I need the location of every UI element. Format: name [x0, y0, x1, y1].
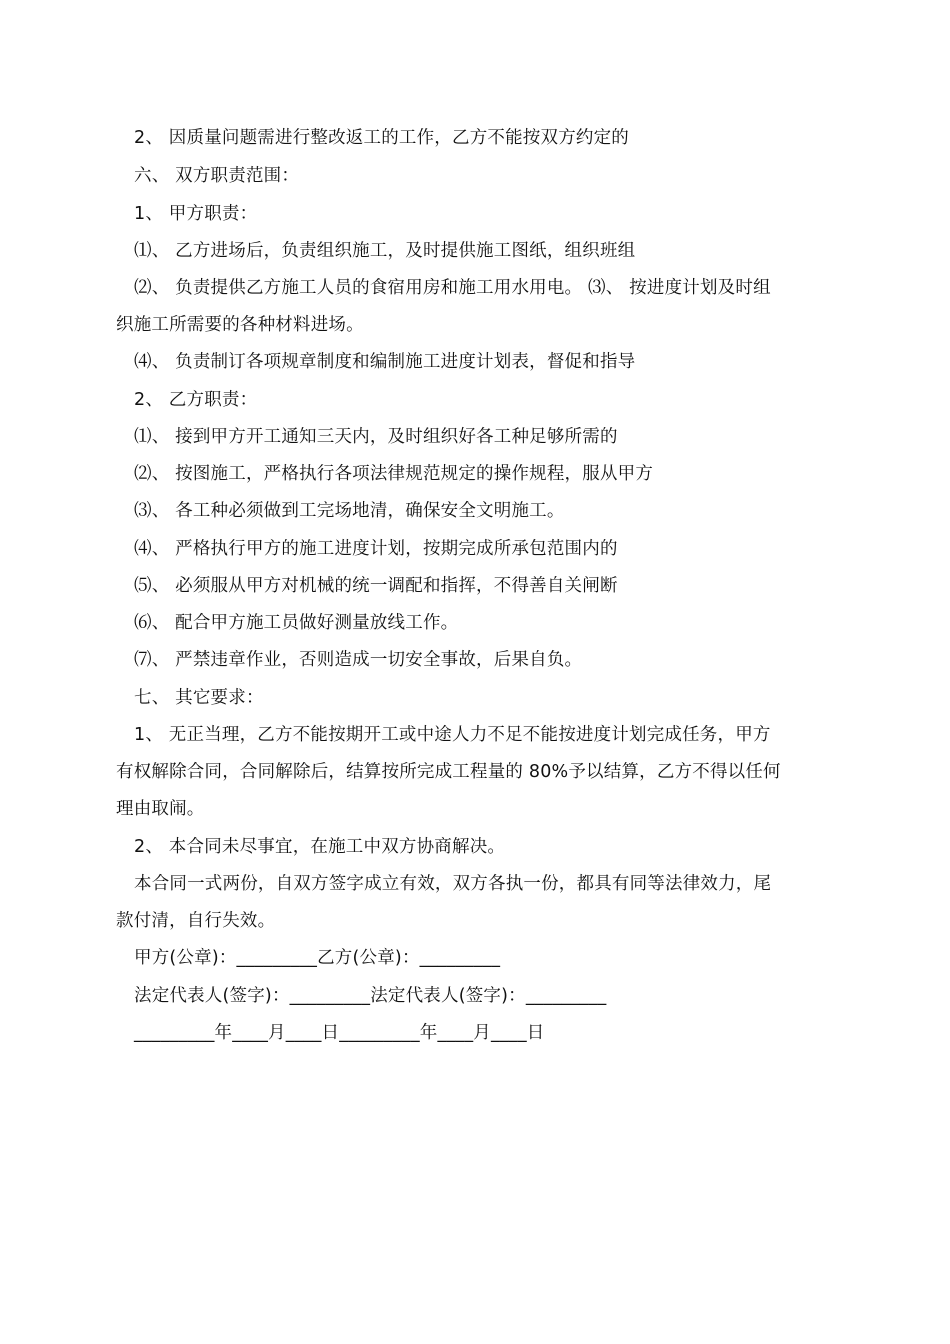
copies-clause-continued: 款付清，自行失效。 — [116, 911, 276, 931]
signature-line: 法定代表人(签字)：_________法定代表人(签字)：_________ — [134, 986, 607, 1006]
other-req-2: 2、 本合同未尽事宜，在施工中双方协商解决。 — [134, 837, 506, 857]
section-seven-heading: 七、 其它要求： — [134, 688, 264, 708]
seal-line: 甲方(公章)：_________乙方(公章)：_________ — [134, 948, 501, 968]
item-2-rework: 2、 因质量问题需进行整改返工的工作，乙方不能按双方约定的 — [134, 128, 629, 148]
party-b-duty-6: ⑹、 配合甲方施工员做好测量放线工作。 — [134, 613, 459, 633]
party-a-duty-4: ⑷、 负责制订各项规章制度和编制施工进度计划表，督促和指导 — [134, 352, 636, 372]
party-b-duty-4: ⑷、 严格执行甲方的施工进度计划，按期完成所承包范围内的 — [134, 539, 618, 559]
party-a-duty-3-continued: 织施工所需要的各种材料进场。 — [116, 315, 364, 335]
section-six-heading: 六、 双方职责范围： — [134, 166, 300, 186]
party-b-duty-2: ⑵、 按图施工，严格执行各项法律规范规定的操作规程，服从甲方 — [134, 464, 654, 484]
party-b-duty-7: ⑺、 严禁违章作业，否则造成一切安全事故，后果自负。 — [134, 650, 583, 670]
other-req-1-continued: 有权解除合同，合同解除后，结算按所完成工程量的 80%予以结算，乙方不得以任何 — [116, 762, 781, 782]
party-b-duty-3: ⑶、 各工种必须做到工完场地清，确保安全文明施工。 — [134, 501, 565, 521]
other-req-1-end: 理由取闹。 — [116, 799, 205, 819]
date-line: _________年____月____日_________年____月____日 — [134, 1023, 545, 1043]
party-b-duty-5: ⑸、 必须服从甲方对机械的统一调配和指挥，不得善自关闸断 — [134, 576, 618, 596]
party-b-duties-heading: 2、 乙方职责： — [134, 390, 258, 410]
copies-clause: 本合同一式两份，自双方签字成立有效，双方各执一份，都具有同等法律效力，尾 — [134, 874, 772, 894]
party-a-duty-1: ⑴、 乙方进场后，负责组织施工，及时提供施工图纸，组织班组 — [134, 241, 636, 261]
party-b-duty-1: ⑴、 接到甲方开工通知三天内，及时组织好各工种足够所需的 — [134, 427, 618, 447]
other-req-1: 1、 无正当理，乙方不能按期开工或中途人力不足不能按进度计划完成任务，甲方 — [134, 725, 771, 745]
party-a-duty-2-3: ⑵、 负责提供乙方施工人员的食宿用房和施工用水用电。 ⑶、 按进度计划及时组 — [134, 278, 771, 298]
party-a-duties-heading: 1、 甲方职责： — [134, 204, 258, 224]
